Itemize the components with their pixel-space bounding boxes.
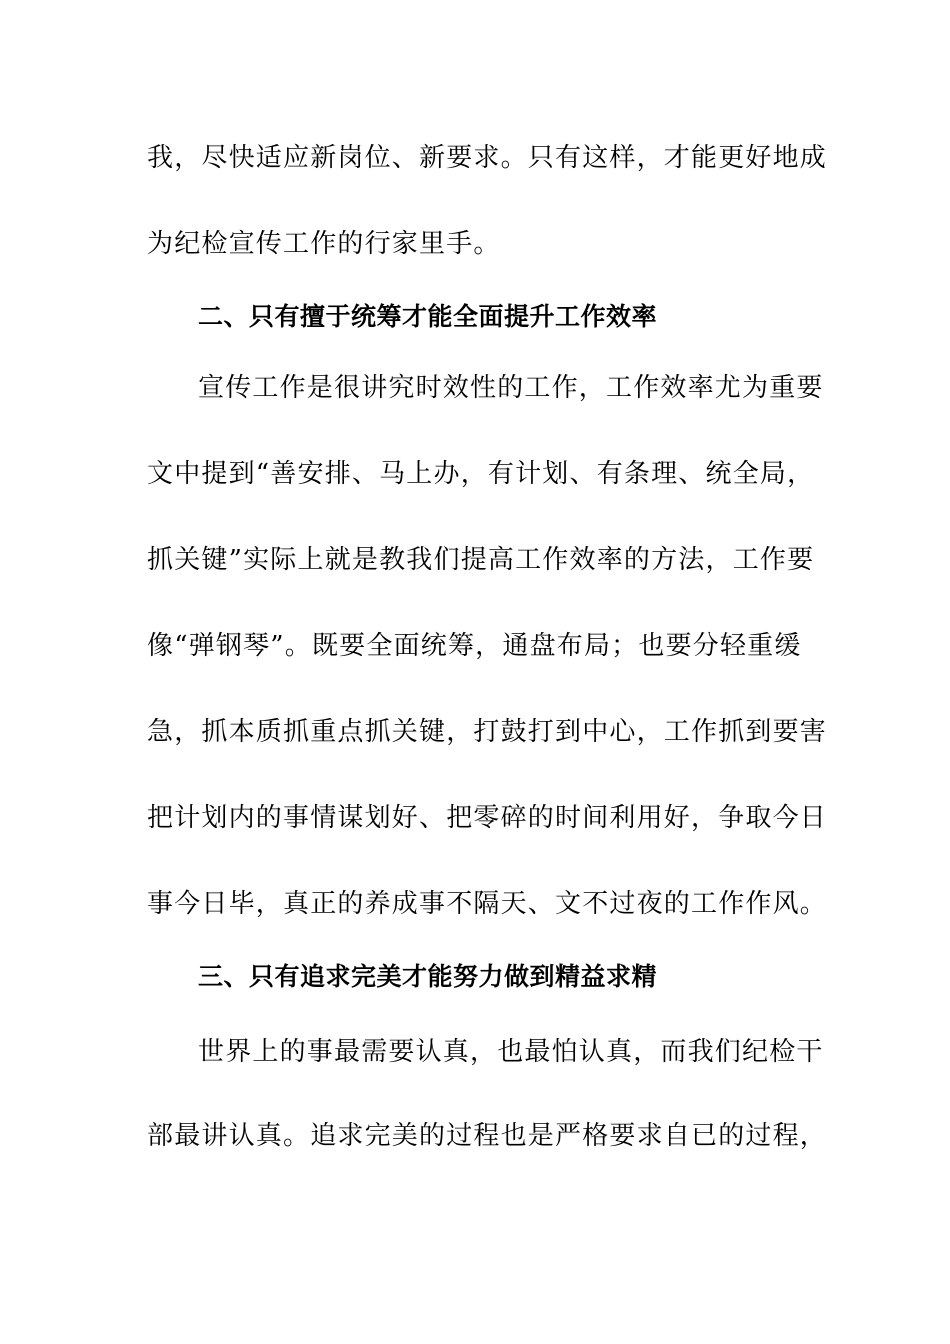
section-heading: 二、只有擅于统筹才能全面提升工作效率	[198, 302, 658, 331]
section-heading: 三、只有追求完美才能努力做到精益求精	[198, 962, 658, 991]
body-text-line: 抓关键”实际上就是教我们提高工作效率的方法，工作要	[147, 545, 815, 575]
paragraph-first-line: 世界上的事最需要认真，也最怕认真，而我们纪检干	[198, 1037, 824, 1067]
body-text-line: 部最讲认真。追求完美的过程也是严格要求自已的过程，	[147, 1121, 828, 1151]
body-text-line: 我，尽快适应新岗位、新要求。只有这样，才能更好地成	[147, 143, 828, 173]
body-text-line: 为纪检宣传工作的行家里手。	[147, 229, 501, 259]
body-text-line: 像“弹钢琴”。既要全面统筹，通盘布局；也要分轻重缓	[147, 631, 802, 661]
body-text-line: 把计划内的事情谋划好、把零碎的时间利用好，争取今日	[147, 803, 828, 833]
paragraph-first-line: 宣传工作是很讲究时效性的工作，工作效率尤为重要	[198, 373, 824, 403]
body-text-line: 事今日毕，真正的养成事不隔天、文不过夜的工作作风。	[147, 889, 828, 919]
body-text-line: 文中提到“善安排、马上办，有计划、有条理、统全局，	[147, 459, 815, 489]
body-text-line: 急，抓本质抓重点抓关键，打鼓打到中心，工作抓到要害	[147, 717, 828, 747]
